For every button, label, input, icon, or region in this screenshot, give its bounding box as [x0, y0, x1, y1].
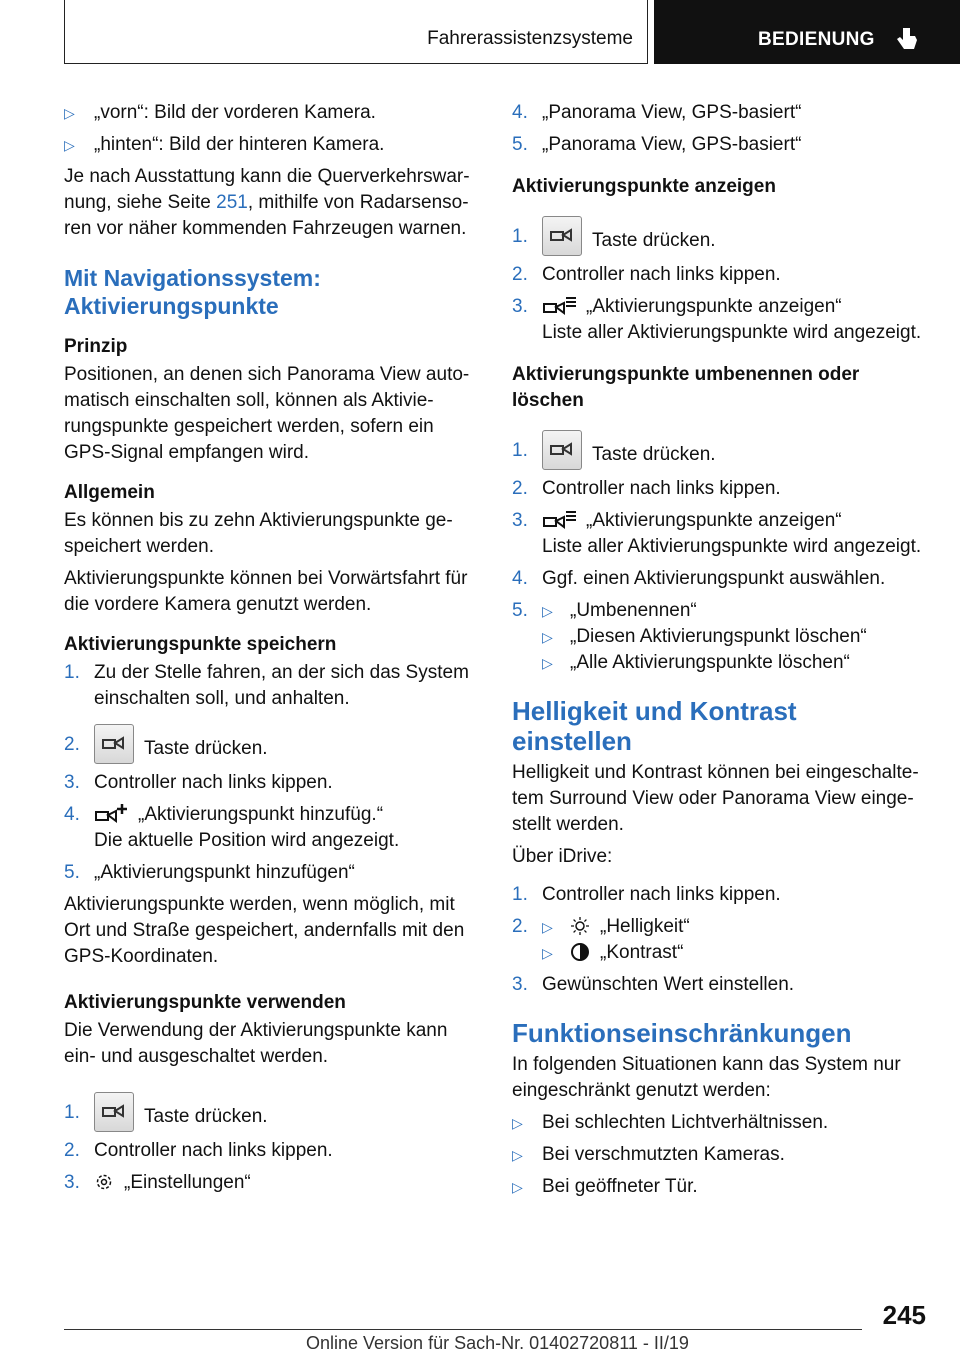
list-item: 4. „Panorama View, GPS-basiert“ — [512, 102, 802, 123]
footer-divider — [64, 1329, 862, 1330]
list-item: 3. Controller nach links kippen. — [64, 772, 333, 793]
list-item: 3. „Aktivierungspunkte anzeigen“ Liste aller Aktivierungspunkte wird angezeigt. — [512, 296, 922, 343]
paragraph: Über iDrive: — [512, 846, 613, 867]
list-item: 4. Ggf. einen Aktivierungspunkt auswählen. — [512, 568, 886, 589]
list-item: 1. Zu der Stelle fahren, an der sich das System einschalten soll, und anhalten. — [64, 662, 469, 709]
triangle-bullet-icon: ▷ — [512, 1147, 523, 1163]
header-chapter-box — [654, 0, 960, 64]
list-item: ▷ „hinten“: Bild der hinteren Kamera. — [64, 132, 474, 158]
camera-key-button[interactable] — [542, 430, 582, 470]
page-number: 245 — [882, 1300, 926, 1330]
camera-add-icon — [94, 804, 128, 824]
triangle-bullet-icon: ▷ — [542, 919, 553, 935]
list-item: 1. Taste drücken. — [512, 430, 932, 470]
gear-icon — [94, 1172, 114, 1192]
footer-text: Online Version für Sach-Nr. 01402720811 - II/19 — [306, 1333, 689, 1353]
triangle-bullet-icon: ▷ — [542, 629, 553, 645]
list-item: 3. Gewünschten Wert einstellen. — [512, 974, 795, 995]
list-item: 5. ▷ „Umbenennen“ ▷ „Diesen Aktivierungspunkt löschen“ ▷ „Alle Aktivierungspunkte löschen“ — [512, 598, 932, 676]
header-section-title: Fahrerassistenzsysteme — [427, 28, 633, 49]
triangle-bullet-icon: ▷ — [542, 603, 553, 619]
paragraph: Aktivierungspunkte werden, wenn möglich, mit Ort und Straße gespeichert, andernfalls mit den GPS-Koordinaten. — [64, 894, 465, 967]
list-item: 3. „Aktivierungspunkte anzeigen“ Liste aller Aktivierungspunkte wird angezeigt. — [512, 510, 922, 557]
subheading: Prinzip — [64, 336, 128, 357]
list-item: 1. Controller nach links kippen. — [512, 884, 781, 905]
list-item: ▷ „vorn“: Bild der vorderen Kamera. — [64, 100, 474, 126]
left-column — [64, 100, 474, 1202]
paragraph: Die Verwendung der Aktivierungspunkte kann ein- und ausgeschaltet werden. — [64, 1020, 448, 1067]
triangle-bullet-icon: ▷ — [542, 945, 553, 961]
camera-icon — [550, 440, 574, 458]
section-heading: Funktionseinschränkungen — [512, 1018, 852, 1048]
subheading: Aktivierungspunkte speichern — [64, 634, 337, 655]
list-item: 3. „Einstellungen“ — [64, 1172, 251, 1193]
list-item: 2. Controller nach links kippen. — [512, 478, 781, 499]
brightness-icon — [570, 916, 590, 936]
paragraph: Es können bis zu zehn Aktivierungspunkte ge-speichert werden. — [64, 510, 453, 557]
subheading: Aktivierungspunkte anzeigen — [512, 176, 776, 197]
list-item: 1. Taste drücken. — [64, 1092, 474, 1132]
triangle-bullet-icon: ▷ — [512, 1179, 523, 1195]
list-item: 2. Controller nach links kippen. — [512, 264, 781, 285]
list-item: ▷ Bei verschmutzten Kameras. — [512, 1142, 932, 1168]
triangle-bullet-icon: ▷ — [64, 105, 75, 121]
list-item: 2. Taste drücken. — [64, 724, 474, 764]
camera-key-button[interactable] — [542, 216, 582, 256]
camera-list-icon — [542, 296, 576, 316]
camera-key-button[interactable] — [94, 724, 134, 764]
paragraph: Je nach Ausstattung kann die Querverkehrswar-nung, siehe Seite 251, mithilfe von Radarsenso-ren vor näher kommenden Fahrzeugen warnen. — [64, 166, 470, 239]
subheading: Allgemein — [64, 482, 155, 503]
list-item: 4. „Aktivierungspunkt hinzufüg.“ Die aktuelle Position wird angezeigt. — [64, 804, 400, 851]
subheading: Aktivierungspunkte verwenden — [64, 992, 346, 1013]
camera-icon — [102, 1102, 126, 1120]
camera-icon — [550, 226, 574, 244]
list-item: ▷ Bei geöffneter Tür. — [512, 1174, 932, 1200]
contrast-icon — [570, 942, 590, 962]
paragraph: In folgenden Situationen kann das System nur eingeschränkt genutzt werden: — [512, 1054, 901, 1101]
triangle-bullet-icon: ▷ — [542, 655, 553, 671]
list-item: ▷ Bei schlechten Lichtverhältnissen. — [512, 1110, 932, 1136]
section-heading: Mit Navigationssystem: Aktivierungspunkte — [64, 265, 321, 319]
header-section-box — [64, 0, 648, 64]
section-heading: Helligkeit und Kontrast einstellen — [512, 696, 797, 756]
paragraph: Aktivierungspunkte können bei Vorwärtsfahrt für die vordere Kamera genutzt werden. — [64, 568, 468, 615]
list-item: 1. Taste drücken. — [512, 216, 932, 256]
hand-pointer-icon — [894, 26, 920, 54]
list-item: 5. „Panorama View, GPS-basiert“ — [512, 134, 802, 155]
list-item: 2. ▷ „Helligkeit“ ▷ „Kontrast“ — [512, 914, 932, 966]
subheading: Aktivierungspunkte umbenennen oder löschen — [512, 364, 860, 411]
camera-key-button[interactable] — [94, 1092, 134, 1132]
paragraph: Positionen, an denen sich Panorama View auto-matisch einschalten soll, können als Aktivie-rungspunkte gespeichert werden, sofern ein GPS-Signal empfangen wird. — [64, 364, 470, 463]
list-item: 2. Controller nach links kippen. — [64, 1140, 333, 1161]
header-chapter-title: BEDIENUNG — [758, 29, 875, 50]
triangle-bullet-icon: ▷ — [64, 137, 75, 153]
camera-icon — [102, 734, 126, 752]
triangle-bullet-icon: ▷ — [512, 1115, 523, 1131]
right-column — [512, 100, 932, 1206]
paragraph: Helligkeit und Kontrast können bei eingeschalte-tem Surround View oder Panorama View einge-stellt werden. — [512, 762, 919, 835]
camera-list-icon — [542, 510, 576, 530]
list-item: 5. „Aktivierungspunkt hinzufügen“ — [64, 862, 355, 883]
page-link[interactable]: 251 — [216, 192, 248, 213]
